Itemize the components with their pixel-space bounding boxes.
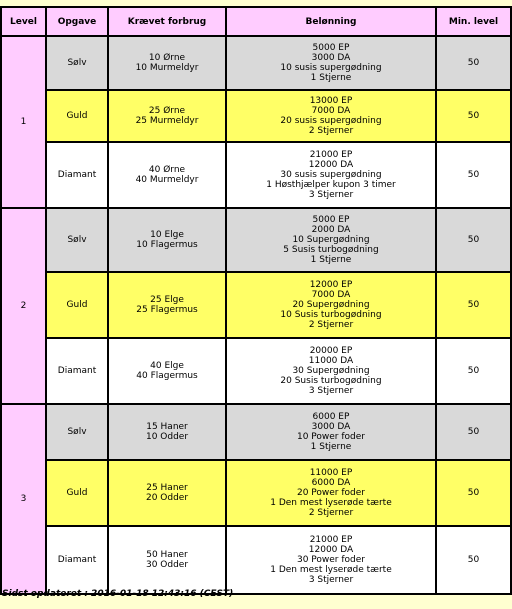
opgave-cell: Guld (46, 460, 108, 526)
cell-line: 10 Power foder (296, 432, 365, 442)
cell-line: 20 Odder (145, 493, 189, 503)
table-row (1, 460, 511, 526)
table-row (1, 90, 511, 142)
forbrug-cell (108, 460, 226, 526)
min-level-cell: 50 (436, 338, 511, 404)
cell-line: 10 Odder (145, 432, 189, 442)
cell-line: 25 Murmeldyr (135, 116, 199, 126)
cell-line: 50 Haner (146, 550, 188, 560)
cell-line: 15 Haner (146, 422, 188, 432)
belonning-cell (226, 90, 436, 142)
belonning-cell (226, 526, 436, 594)
table-row (1, 526, 511, 594)
opgave-cell: Diamant (46, 142, 108, 208)
forbrug-cell (108, 272, 226, 338)
cell-line: 10 Murmeldyr (135, 63, 199, 73)
level-cell: 3 (1, 404, 46, 594)
cell-line: 20 Susis turbogødning (280, 376, 382, 386)
forbrug-cell (108, 208, 226, 272)
cell-line: 10 Elge (150, 230, 184, 240)
cell-line: 20 Power foder (296, 488, 365, 498)
cell-line: 2 Stjerner (308, 508, 354, 518)
cell-line: 11000 EP (309, 468, 353, 478)
cell-line: 2 Stjerner (308, 126, 354, 136)
header-min-level: Min. level (436, 7, 511, 36)
cell-line: 2000 DA (311, 225, 351, 235)
cell-line: 12000 DA (308, 160, 354, 170)
cell-line: 21000 EP (309, 535, 353, 545)
cell-line: 6000 EP (312, 412, 350, 422)
min-level-cell: 50 (436, 460, 511, 526)
belonning-cell (226, 208, 436, 272)
cell-line: 40 Murmeldyr (135, 175, 199, 185)
table-row (1, 36, 511, 90)
min-level-cell: 50 (436, 36, 511, 90)
cell-line: 21000 EP (309, 150, 353, 160)
cell-line: 10 Flagermus (136, 240, 198, 250)
opgave-cell: Guld (46, 90, 108, 142)
cell-line: 20 susis supergødning (280, 116, 382, 126)
belonning-cell (226, 272, 436, 338)
cell-line: 10 susis supergødning (280, 63, 382, 73)
belonning-cell (226, 460, 436, 526)
cell-line: 40 Flagermus (136, 371, 198, 381)
header-level: Level (1, 7, 46, 36)
cell-line: 3000 DA (311, 53, 351, 63)
cell-line: 1 Den mest lyserøde tærte (270, 565, 392, 575)
cell-line: 1 Stjerne (310, 255, 352, 265)
level-cell: 2 (1, 208, 46, 404)
belonning-cell (226, 142, 436, 208)
table-row (1, 142, 511, 208)
forbrug-cell (108, 90, 226, 142)
cell-line: 3 Stjerner (308, 190, 354, 200)
belonning-cell (226, 36, 436, 90)
table-row (1, 338, 511, 404)
cell-line: 30 Supergødning (292, 366, 370, 376)
forbrug-cell (108, 404, 226, 460)
header-row (1, 7, 511, 36)
min-level-cell: 50 (436, 90, 511, 142)
last-updated: Sidst opdateret : 2016-01-18 12:43:16 (CEST) (2, 589, 234, 599)
cell-line: 3 Stjerner (308, 575, 354, 585)
cell-line: 11000 DA (308, 356, 354, 366)
belonning-cell (226, 404, 436, 460)
min-level-cell: 50 (436, 272, 511, 338)
min-level-cell: 50 (436, 208, 511, 272)
cell-line: 10 Susis turbogødning (280, 310, 382, 320)
cell-line: 30 Odder (145, 560, 189, 570)
cell-line: 5000 EP (312, 43, 350, 53)
opgave-cell: Diamant (46, 526, 108, 594)
table-row (1, 208, 511, 272)
table-row (1, 404, 511, 460)
header-belonning: Belønning (226, 7, 436, 36)
cell-line: 12000 EP (309, 280, 353, 290)
forbrug-cell (108, 142, 226, 208)
cell-line: 1 Stjerne (310, 442, 352, 452)
cell-line: 20000 EP (309, 346, 353, 356)
quest-table (0, 6, 512, 595)
quest-body (1, 36, 511, 594)
cell-line: 12000 DA (308, 545, 354, 555)
cell-line: 13000 EP (309, 96, 353, 106)
min-level-cell: 50 (436, 404, 511, 460)
cell-line: 2 Stjerner (308, 320, 354, 330)
table-row (1, 272, 511, 338)
header-forbrug: Krævet forbrug (108, 7, 226, 36)
cell-line: 1 Høsthjælper kupon 3 timer (266, 180, 396, 190)
opgave-cell: Sølv (46, 208, 108, 272)
forbrug-cell (108, 338, 226, 404)
cell-line: 25 Ørne (148, 106, 186, 116)
cell-line: 1 Stjerne (310, 73, 352, 83)
cell-line: 10 Supergødning (292, 235, 370, 245)
belonning-cell (226, 338, 436, 404)
cell-line: 3000 DA (311, 422, 351, 432)
cell-line: 5000 EP (312, 215, 350, 225)
min-level-cell: 50 (436, 142, 511, 208)
cell-line: 3 Stjerner (308, 386, 354, 396)
opgave-cell: Guld (46, 272, 108, 338)
cell-line: 10 Ørne (148, 53, 186, 63)
cell-line: 30 susis supergødning (280, 170, 382, 180)
cell-line: 40 Elge (150, 361, 184, 371)
cell-line: 7000 DA (311, 106, 351, 116)
forbrug-cell (108, 526, 226, 594)
header-opgave: Opgave (46, 7, 108, 36)
cell-line: 1 Den mest lyserøde tærte (270, 498, 392, 508)
cell-line: 30 Power foder (296, 555, 365, 565)
min-level-cell: 50 (436, 526, 511, 594)
forbrug-cell (108, 36, 226, 90)
cell-line: 6000 DA (311, 478, 351, 488)
opgave-cell: Sølv (46, 404, 108, 460)
cell-line: 20 Supergødning (292, 300, 370, 310)
cell-line: 25 Haner (146, 483, 188, 493)
cell-line: 25 Flagermus (136, 305, 198, 315)
cell-line: 40 Ørne (148, 165, 186, 175)
cell-line: 5 Susis turbogødning (283, 245, 379, 255)
cell-line: 25 Elge (150, 295, 184, 305)
level-cell: 1 (1, 36, 46, 208)
cell-line: 7000 DA (311, 290, 351, 300)
opgave-cell: Sølv (46, 36, 108, 90)
opgave-cell: Diamant (46, 338, 108, 404)
